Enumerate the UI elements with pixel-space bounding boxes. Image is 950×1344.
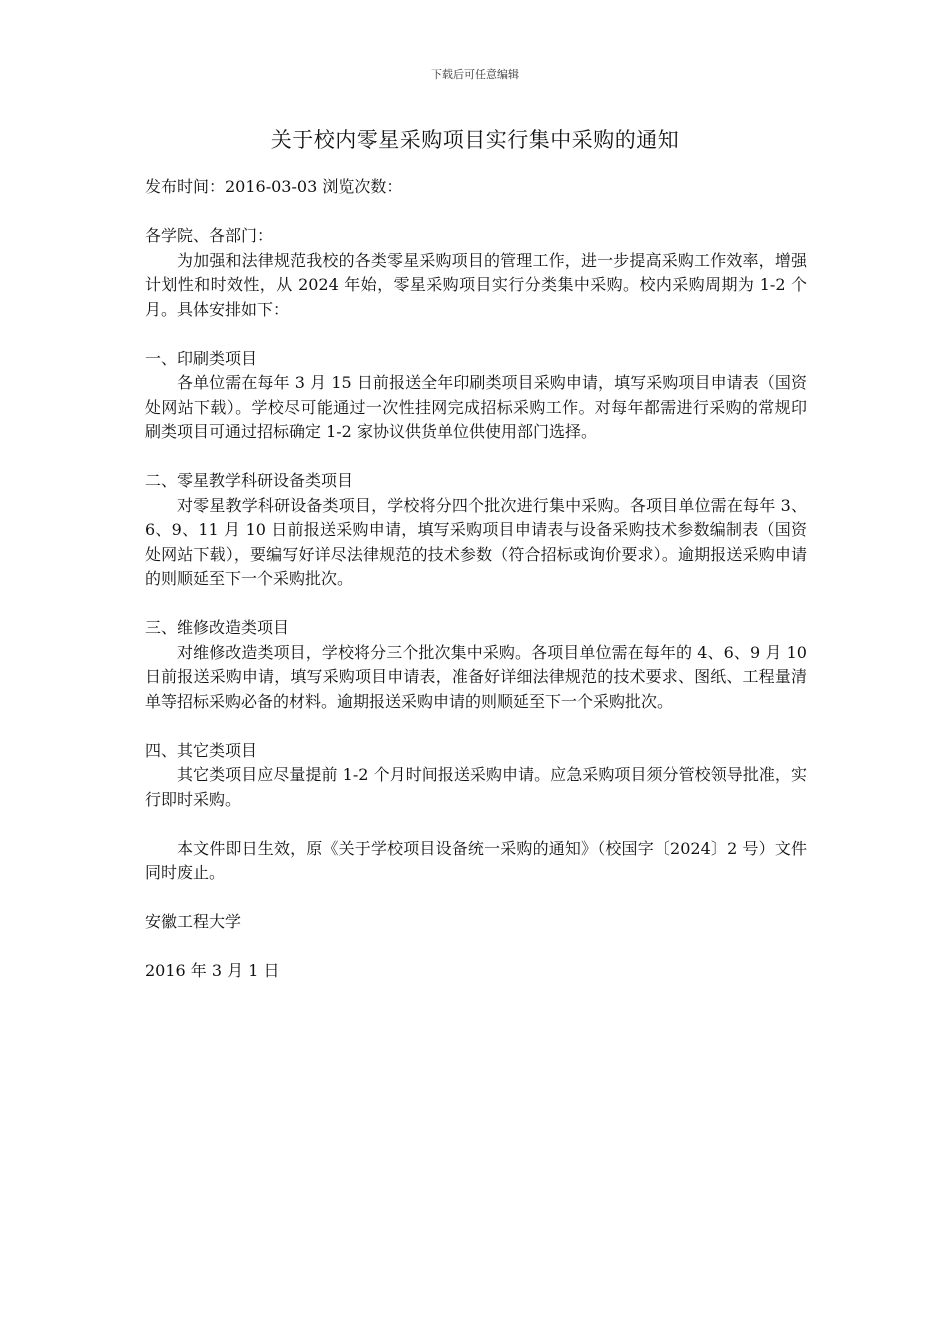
- spacer: [145, 812, 807, 837]
- spacer: [145, 886, 807, 911]
- section-heading-maintenance: 三、维修改造类项目: [145, 618, 290, 637]
- signature: 安徽工程大学: [145, 912, 242, 931]
- section-heading-other: 四、其它类项目: [145, 740, 258, 760]
- section-body-equipment: 对零星教学科研设备类项目，学校将分四个批次进行集中采购。各项目单位需在每年 3、6、9、11 月 10 日前报送采购申请，填写采购项目申请表与设备采购技术参数编制表（国资处网站下载），要编写好详尽法律规范的技术参数（符合招标或询价要求）。逾期报送采购申请的则顺延至下一个采购批次。: [145, 495, 807, 588]
- section-body-printing: 各单位需在每年 3 月 15 日前报送全年印刷类项目采购申请，填写采购项目申请表（国资处网站下载）。学校尽可能通过一次性挂网完成招标采购工作。对每年都需进行采购的常规印刷类项目可通过招标确定 1-2 家协议供货单位供使用部门选择。: [145, 373, 807, 441]
- closing-paragraph: 本文件即日生效，原《关于学校项目设备统一采购的通知》（校国字〔2024〕2 号）文件同时废止。: [145, 838, 807, 882]
- document-body: [145, 175, 807, 984]
- meta-line: 发布时间：2016-03-03 浏览次数：: [145, 177, 403, 196]
- spacer: [145, 200, 807, 225]
- date-line: 2016 年 3 月 1 日: [145, 961, 280, 980]
- intro-paragraph: 为加强和法律规范我校的各类零星采购项目的管理工作，进一步提高采购工作效率，增强计划性和时效性，从 2024 年始，零星采购项目实行分类集中采购。校内采购周期为 1-2 个月。具体安排如下：: [145, 250, 807, 319]
- section-heading-equipment: 二、零星教学科研设备类项目: [145, 471, 354, 490]
- spacer: [145, 935, 807, 960]
- section-body-other: 其它类项目应尽量提前 1-2 个月时间报送采购申请。应急采购项目须分管校领导批准，实行即时采购。: [145, 765, 807, 809]
- spacer: [145, 592, 807, 617]
- section-heading-printing: 一、印刷类项目: [145, 348, 258, 368]
- section-body-maintenance: 对维修改造类项目，学校将分三个批次集中采购。各项目单位需在每年的 4、6、9 月 10 日前报送采购申请，填写采购项目申请表，准备好详细法律规范的技术要求、图纸、工程量清单等招标采购必备的材料。逾期报送采购申请的则顺延至下一个采购批次。: [145, 642, 807, 711]
- spacer: [145, 714, 807, 739]
- header-note: 下载后可任意编辑: [431, 68, 519, 81]
- salutation: 各学院、各部门：: [145, 226, 274, 245]
- page-title: 关于校内零星采购项目实行集中采购的通知: [270, 128, 680, 152]
- spacer: [145, 445, 807, 470]
- spacer: [145, 322, 807, 347]
